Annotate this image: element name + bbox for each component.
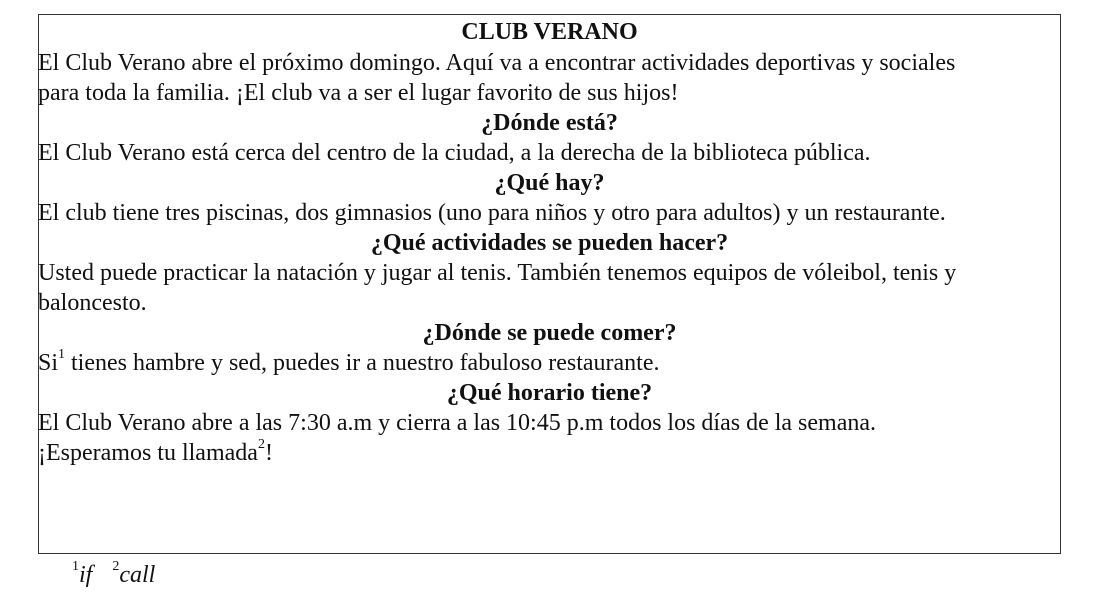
paragraph-comer [38, 348, 1068, 378]
footnote-2 [112, 559, 156, 588]
document-title: CLUB VERANO [461, 19, 638, 45]
heading-actividades: ¿Qué actividades se pueden hacer? [370, 230, 729, 256]
paragraph-que-hay: El club tiene tres piscinas, dos gimnasios (uno para niños y otro para adultos) y un restaurante. [38, 200, 946, 226]
paragraph-donde-esta: El Club Verano está cerca del centro de la ciudad, a la derecha de la biblioteca pública. [38, 140, 871, 166]
heading-donde-esta: ¿Dónde está? [481, 110, 618, 136]
closing-line [38, 438, 1068, 468]
footnotes [72, 560, 169, 590]
footnote-marker-1: 1 [58, 347, 66, 362]
footnote-1 [72, 559, 93, 588]
footnote-1-text: if [79, 562, 93, 588]
footnote-1-marker: 1 [72, 559, 79, 574]
footnote-2-marker: 2 [112, 559, 120, 574]
heading-que-hay: ¿Qué hay? [494, 170, 605, 196]
intro-line-1: El Club Verano abre el próximo domingo. Aquí va a encontrar actividades deportivas y sociales [38, 50, 956, 76]
paragraph-actividades-line-2: baloncesto. [38, 290, 147, 316]
footnote-marker-2: 2 [257, 437, 265, 452]
closing-start: ¡Esperamos tu llamada [38, 440, 258, 466]
paragraph-actividades-line-1: Usted puede practicar la natación y jugar al tenis. También tenemos equipos de vóleibol, tenis y [38, 260, 957, 286]
heading-horario: ¿Qué horario tiene? [446, 380, 653, 406]
paragraph-horario: El Club Verano abre a las 7:30 a.m y cierra a las 10:45 p.m todos los días de la semana. [38, 410, 877, 436]
paragraph-comer-start: Si [38, 350, 59, 376]
paragraph-comer-rest: tienes hambre y sed, puedes ir a nuestro fabuloso restaurante. [65, 350, 660, 376]
heading-comer: ¿Dónde se puede comer? [422, 320, 677, 346]
closing-end: ! [264, 440, 273, 466]
intro-line-2: para toda la familia. ¡El club va a ser el lugar favorito de sus hijos! [38, 80, 679, 106]
footnote-2-text: call [119, 562, 156, 588]
